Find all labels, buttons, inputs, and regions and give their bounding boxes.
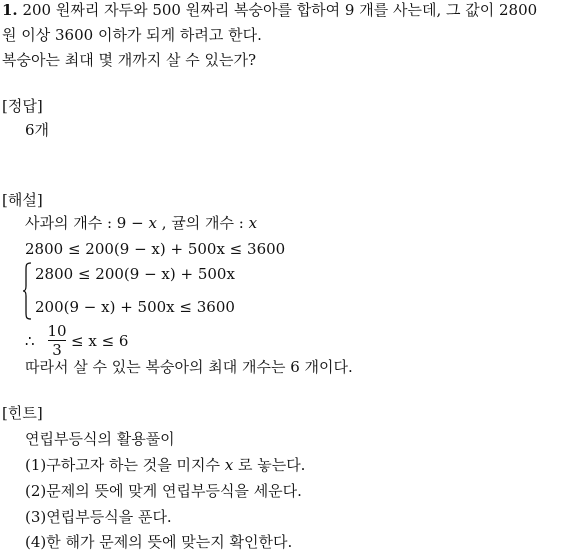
hint-step-1 xyxy=(25,455,305,475)
solution-counts xyxy=(25,213,257,233)
system-line-2: 200(9 − x) + 500x ≤ 3600 xyxy=(35,298,235,316)
hint-step-2: (2)문제의 뜻에 맞게 연립부등식을 세운다. xyxy=(25,482,302,500)
problem-line-3: 복숭아는 최대 몇 개까지 살 수 있는가? xyxy=(2,51,257,69)
hint-step-1-a: (1)구하고자 하는 것을 미지수 xyxy=(25,456,225,474)
fraction xyxy=(47,322,67,359)
therefore-symbol: ∴ xyxy=(25,332,35,350)
answer-heading: [정답] xyxy=(2,97,43,115)
solution-conclusion: 따라서 살 수 있는 복숭아의 최대 개수는 6 개이다. xyxy=(25,358,353,376)
solution-inequality: 2800 ≤ 200(9 − x) + 500x ≤ 3600 xyxy=(25,240,286,258)
hint-heading: [힌트] xyxy=(2,404,43,422)
counts-var-1: x xyxy=(148,214,157,232)
fraction-denominator: 3 xyxy=(52,341,62,359)
hint-step-1-var: x xyxy=(224,456,234,474)
fraction-numerator: 10 xyxy=(47,322,67,340)
solution-heading: [해설] xyxy=(2,191,43,209)
hint-step-1-b: 로 놓는다. xyxy=(233,456,306,474)
counts-text-b: , 귤의 개수 : xyxy=(156,214,249,232)
counts-var-2: x xyxy=(248,214,258,232)
system-line-1: 2800 ≤ 200(9 − x) + 500x xyxy=(35,265,235,283)
hint-step-4: (4)한 해가 문제의 뜻에 맞는지 확인한다. xyxy=(25,533,293,551)
answer-value: 6개 xyxy=(25,121,50,139)
problem-number: 1. xyxy=(2,1,18,19)
counts-text-a: 사과의 개수 : 9 − xyxy=(25,214,149,232)
problem-line-2: 원 이상 3600 이하가 되게 하려고 한다. xyxy=(2,26,262,44)
problem-line-1 xyxy=(2,0,537,20)
result-range: ≤ x ≤ 6 xyxy=(71,332,129,350)
hint-title: 연립부등식의 활용풀이 xyxy=(25,430,175,448)
system-brace xyxy=(22,262,32,320)
hint-step-3: (3)연립부등식을 푼다. xyxy=(25,508,172,526)
problem-text-1: 200 원짜리 자두와 500 원짜리 복숭아를 합하여 9 개를 사는데, 그 값이 2800 xyxy=(22,1,538,19)
